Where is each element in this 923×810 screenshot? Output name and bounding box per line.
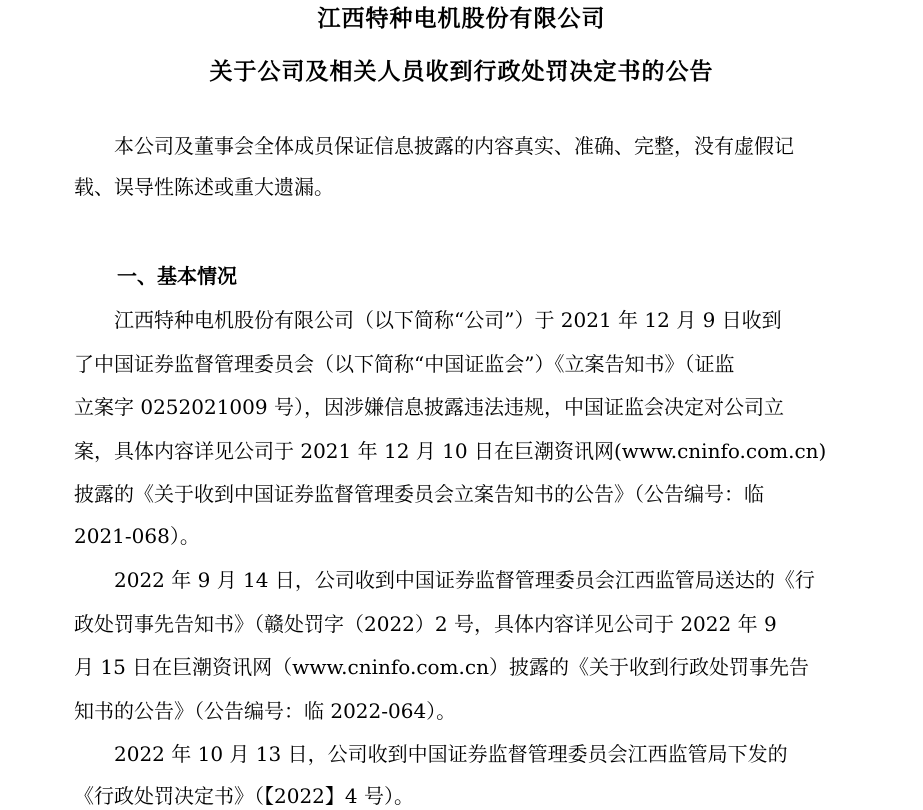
paragraph-line: 案，具体内容详见公司于 2021 年 12 月 10 日在巨潮资讯网(www.cninfo.com.cn) [74,439,827,463]
statement-line: 本公司及董事会全体成员保证信息披露的内容真实、准确、完整，没有虚假记 [114,134,794,158]
paragraph-line: 2022 年 9 月 14 日，公司收到中国证券监督管理委员会江西监管局送达的《行 [114,568,815,592]
paragraph-line: 立案字 0252021009 号），因涉嫌信息披露违法违规，中国证监会决定对公司立 [74,395,784,419]
paragraph-line: 2022 年 10 月 13 日，公司收到中国证券监督管理委员会江西监管局下发的 [114,742,788,766]
paragraph-line: 了中国证券监督管理委员会（以下简称“中国证监会”）《立案告知书》（证监 [74,352,735,376]
paragraph-line: 江西特种电机股份有限公司（以下简称“公司”）于 2021 年 12 月 9 日收到 [114,308,782,332]
announcement-title: 关于公司及相关人员收到行政处罚决定书的公告 [209,58,714,85]
statement-line: 载、误导性陈述或重大遗漏。 [74,175,334,199]
section-heading-basic-info: 一、基本情况 [117,264,237,288]
paragraph-line: 披露的《关于收到中国证券监督管理委员会立案告知书的公告》（公告编号：临 [74,482,764,506]
paragraph-line: 《行政处罚决定书》（【2022】4 号）。 [74,784,414,808]
paragraph-line: 月 15 日在巨潮资讯网（www.cninfo.com.cn）披露的《关于收到行政处罚事先告 [74,655,809,679]
company-name-title: 江西特种电机股份有限公司 [317,5,606,32]
paragraph-line: 政处罚事先告知书》（赣处罚字（2022）2 号，具体内容详见公司于 2022 年 9 [74,612,777,636]
paragraph-line: 2021-068）。 [74,524,200,548]
paragraph-line: 知书的公告》（公告编号：临 2022-064）。 [74,699,457,723]
